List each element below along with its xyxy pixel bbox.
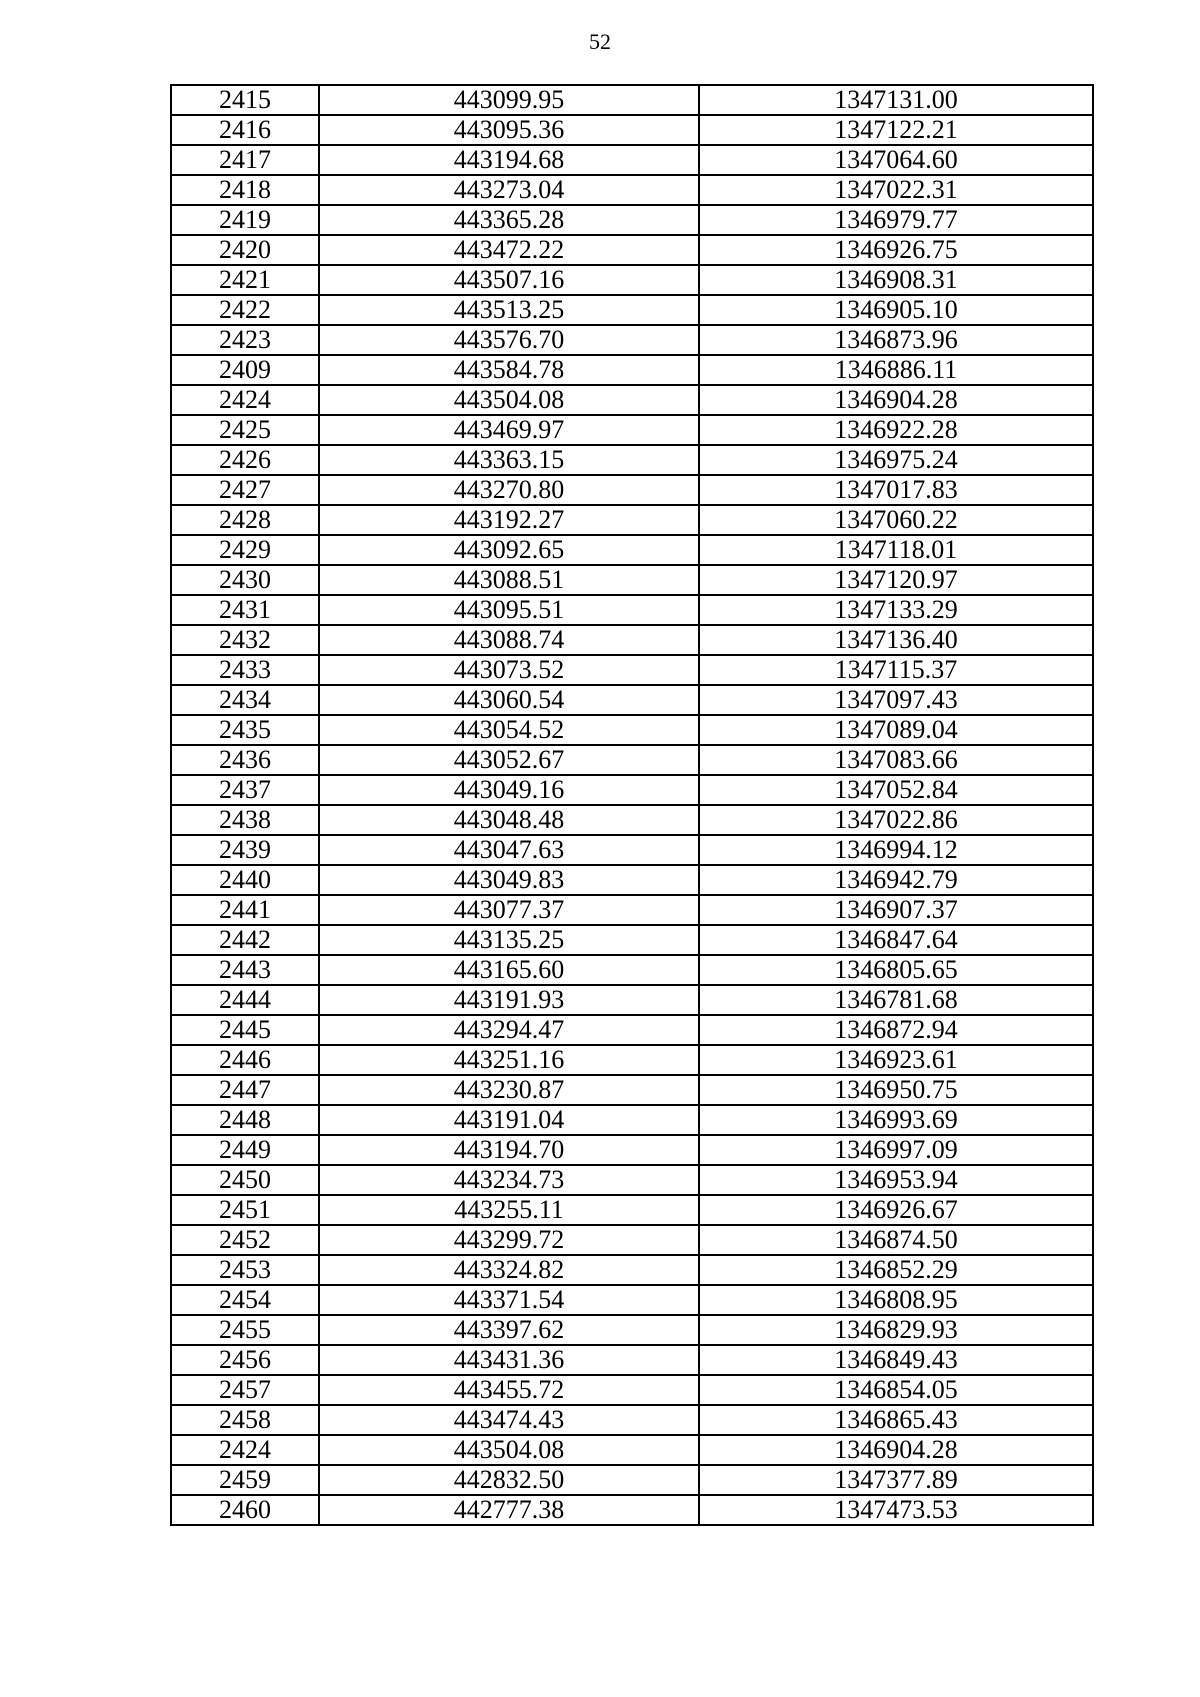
table-row: [171, 1405, 1093, 1435]
point-number-cell: 2438: [171, 805, 319, 835]
y-coordinate-cell: 1347133.29: [699, 595, 1093, 625]
x-coordinate-cell: 443060.54: [319, 685, 699, 715]
point-number-cell: 2450: [171, 1165, 319, 1195]
table-row: [171, 985, 1093, 1015]
y-coordinate-cell: 1347115.37: [699, 655, 1093, 685]
point-number-cell: 2460: [171, 1495, 319, 1525]
table-row: [171, 325, 1093, 355]
y-coordinate-cell: 1346904.28: [699, 1435, 1093, 1465]
y-coordinate-cell: 1347136.40: [699, 625, 1093, 655]
y-coordinate-cell: 1346994.12: [699, 835, 1093, 865]
page-number: 52: [589, 29, 611, 54]
y-coordinate-cell: 1346950.75: [699, 1075, 1093, 1105]
table-row: [171, 445, 1093, 475]
x-coordinate-cell: 443363.15: [319, 445, 699, 475]
point-number-cell: 2447: [171, 1075, 319, 1105]
coordinates-table-body: [171, 85, 1093, 1525]
point-number-cell: 2424: [171, 1435, 319, 1465]
point-number-cell: 2424: [171, 385, 319, 415]
x-coordinate-cell: 443165.60: [319, 955, 699, 985]
y-coordinate-cell: 1346865.43: [699, 1405, 1093, 1435]
point-number-cell: 2455: [171, 1315, 319, 1345]
point-number-cell: 2448: [171, 1105, 319, 1135]
x-coordinate-cell: 443431.36: [319, 1345, 699, 1375]
table-row: [171, 895, 1093, 925]
table-row: [171, 1225, 1093, 1255]
x-coordinate-cell: 443092.65: [319, 535, 699, 565]
x-coordinate-cell: 443088.51: [319, 565, 699, 595]
x-coordinate-cell: 443504.08: [319, 1435, 699, 1465]
table-row: [171, 1255, 1093, 1285]
x-coordinate-cell: 443455.72: [319, 1375, 699, 1405]
point-number-cell: 2422: [171, 295, 319, 325]
y-coordinate-cell: 1346904.28: [699, 385, 1093, 415]
x-coordinate-cell: 443324.82: [319, 1255, 699, 1285]
x-coordinate-cell: 443191.93: [319, 985, 699, 1015]
point-number-cell: 2418: [171, 175, 319, 205]
x-coordinate-cell: 443135.25: [319, 925, 699, 955]
y-coordinate-cell: 1346873.96: [699, 325, 1093, 355]
x-coordinate-cell: 443472.22: [319, 235, 699, 265]
y-coordinate-cell: 1346847.64: [699, 925, 1093, 955]
x-coordinate-cell: 443192.27: [319, 505, 699, 535]
table-row: [171, 1375, 1093, 1405]
y-coordinate-cell: 1346926.67: [699, 1195, 1093, 1225]
point-number-cell: 2432: [171, 625, 319, 655]
y-coordinate-cell: 1347120.97: [699, 565, 1093, 595]
table-row: [171, 565, 1093, 595]
y-coordinate-cell: 1346979.77: [699, 205, 1093, 235]
point-number-cell: 2451: [171, 1195, 319, 1225]
x-coordinate-cell: 443095.36: [319, 115, 699, 145]
point-number-cell: 2409: [171, 355, 319, 385]
table-row: [171, 85, 1093, 115]
y-coordinate-cell: 1346942.79: [699, 865, 1093, 895]
x-coordinate-cell: 443194.68: [319, 145, 699, 175]
table-row: [171, 1285, 1093, 1315]
table-row: [171, 835, 1093, 865]
table-row: [171, 775, 1093, 805]
table-row: [171, 1465, 1093, 1495]
y-coordinate-cell: 1347060.22: [699, 505, 1093, 535]
point-number-cell: 2444: [171, 985, 319, 1015]
table-row: [171, 115, 1093, 145]
table-row: [171, 1315, 1093, 1345]
point-number-cell: 2429: [171, 535, 319, 565]
table-row: [171, 1165, 1093, 1195]
table-row: [171, 475, 1093, 505]
x-coordinate-cell: 443299.72: [319, 1225, 699, 1255]
x-coordinate-cell: 443469.97: [319, 415, 699, 445]
point-number-cell: 2415: [171, 85, 319, 115]
table-row: [171, 385, 1093, 415]
y-coordinate-cell: 1346926.75: [699, 235, 1093, 265]
table-row: [171, 265, 1093, 295]
y-coordinate-cell: 1346854.05: [699, 1375, 1093, 1405]
x-coordinate-cell: 443273.04: [319, 175, 699, 205]
point-number-cell: 2446: [171, 1045, 319, 1075]
table-row: [171, 355, 1093, 385]
x-coordinate-cell: 443270.80: [319, 475, 699, 505]
x-coordinate-cell: 443255.11: [319, 1195, 699, 1225]
point-number-cell: 2445: [171, 1015, 319, 1045]
y-coordinate-cell: 1346849.43: [699, 1345, 1093, 1375]
table-row: [171, 1045, 1093, 1075]
x-coordinate-cell: 443507.16: [319, 265, 699, 295]
point-number-cell: 2454: [171, 1285, 319, 1315]
y-coordinate-cell: 1346852.29: [699, 1255, 1093, 1285]
point-number-cell: 2436: [171, 745, 319, 775]
y-coordinate-cell: 1346905.10: [699, 295, 1093, 325]
x-coordinate-cell: 443504.08: [319, 385, 699, 415]
y-coordinate-cell: 1347473.53: [699, 1495, 1093, 1525]
point-number-cell: 2428: [171, 505, 319, 535]
x-coordinate-cell: 442832.50: [319, 1465, 699, 1495]
y-coordinate-cell: 1346993.69: [699, 1105, 1093, 1135]
table-row: [171, 865, 1093, 895]
y-coordinate-cell: 1347377.89: [699, 1465, 1093, 1495]
point-number-cell: 2434: [171, 685, 319, 715]
x-coordinate-cell: 443048.48: [319, 805, 699, 835]
x-coordinate-cell: 443294.47: [319, 1015, 699, 1045]
x-coordinate-cell: 443095.51: [319, 595, 699, 625]
x-coordinate-cell: 443049.16: [319, 775, 699, 805]
y-coordinate-cell: 1347097.43: [699, 685, 1093, 715]
y-coordinate-cell: 1346874.50: [699, 1225, 1093, 1255]
point-number-cell: 2427: [171, 475, 319, 505]
point-number-cell: 2430: [171, 565, 319, 595]
table-row: [171, 685, 1093, 715]
y-coordinate-cell: 1347118.01: [699, 535, 1093, 565]
point-number-cell: 2419: [171, 205, 319, 235]
point-number-cell: 2417: [171, 145, 319, 175]
x-coordinate-cell: 443234.73: [319, 1165, 699, 1195]
x-coordinate-cell: 443365.28: [319, 205, 699, 235]
y-coordinate-cell: 1346975.24: [699, 445, 1093, 475]
y-coordinate-cell: 1346829.93: [699, 1315, 1093, 1345]
x-coordinate-cell: 443397.62: [319, 1315, 699, 1345]
table-row: [171, 145, 1093, 175]
table-row: [171, 1495, 1093, 1525]
x-coordinate-cell: 443474.43: [319, 1405, 699, 1435]
table-row: [171, 1105, 1093, 1135]
table-row: [171, 175, 1093, 205]
point-number-cell: 2459: [171, 1465, 319, 1495]
x-coordinate-cell: 443513.25: [319, 295, 699, 325]
point-number-cell: 2452: [171, 1225, 319, 1255]
x-coordinate-cell: 443099.95: [319, 85, 699, 115]
point-number-cell: 2443: [171, 955, 319, 985]
point-number-cell: 2439: [171, 835, 319, 865]
y-coordinate-cell: 1347064.60: [699, 145, 1093, 175]
table-row: [171, 415, 1093, 445]
point-number-cell: 2449: [171, 1135, 319, 1165]
point-number-cell: 2421: [171, 265, 319, 295]
y-coordinate-cell: 1347022.86: [699, 805, 1093, 835]
x-coordinate-cell: 443371.54: [319, 1285, 699, 1315]
x-coordinate-cell: 442777.38: [319, 1495, 699, 1525]
x-coordinate-cell: 443054.52: [319, 715, 699, 745]
table-row: [171, 235, 1093, 265]
table-row: [171, 1195, 1093, 1225]
point-number-cell: 2456: [171, 1345, 319, 1375]
y-coordinate-cell: 1347017.83: [699, 475, 1093, 505]
x-coordinate-cell: 443077.37: [319, 895, 699, 925]
table-row: [171, 625, 1093, 655]
y-coordinate-cell: 1346808.95: [699, 1285, 1093, 1315]
x-coordinate-cell: 443052.67: [319, 745, 699, 775]
y-coordinate-cell: 1347052.84: [699, 775, 1093, 805]
table-row: [171, 205, 1093, 235]
x-coordinate-cell: 443088.74: [319, 625, 699, 655]
y-coordinate-cell: 1346923.61: [699, 1045, 1093, 1075]
y-coordinate-cell: 1346907.37: [699, 895, 1093, 925]
y-coordinate-cell: 1346872.94: [699, 1015, 1093, 1045]
table-row: [171, 295, 1093, 325]
table-row: [171, 1135, 1093, 1165]
x-coordinate-cell: 443576.70: [319, 325, 699, 355]
y-coordinate-cell: 1346953.94: [699, 1165, 1093, 1195]
point-number-cell: 2431: [171, 595, 319, 625]
table-row: [171, 805, 1093, 835]
y-coordinate-cell: 1346805.65: [699, 955, 1093, 985]
point-number-cell: 2441: [171, 895, 319, 925]
point-number-cell: 2426: [171, 445, 319, 475]
table-row: [171, 1075, 1093, 1105]
point-number-cell: 2453: [171, 1255, 319, 1285]
point-number-cell: 2440: [171, 865, 319, 895]
x-coordinate-cell: 443251.16: [319, 1045, 699, 1075]
point-number-cell: 2420: [171, 235, 319, 265]
point-number-cell: 2435: [171, 715, 319, 745]
x-coordinate-cell: 443191.04: [319, 1105, 699, 1135]
table-row: [171, 1345, 1093, 1375]
point-number-cell: 2423: [171, 325, 319, 355]
y-coordinate-cell: 1347022.31: [699, 175, 1093, 205]
x-coordinate-cell: 443584.78: [319, 355, 699, 385]
table-row: [171, 745, 1093, 775]
x-coordinate-cell: 443194.70: [319, 1135, 699, 1165]
y-coordinate-cell: 1347089.04: [699, 715, 1093, 745]
x-coordinate-cell: 443047.63: [319, 835, 699, 865]
table-row: [171, 505, 1093, 535]
table-row: [171, 1435, 1093, 1465]
table-row: [171, 1015, 1093, 1045]
point-number-cell: 2433: [171, 655, 319, 685]
point-number-cell: 2457: [171, 1375, 319, 1405]
point-number-cell: 2458: [171, 1405, 319, 1435]
table-row: [171, 535, 1093, 565]
point-number-cell: 2437: [171, 775, 319, 805]
coordinates-table: [170, 84, 1094, 1526]
table-row: [171, 925, 1093, 955]
y-coordinate-cell: 1346997.09: [699, 1135, 1093, 1165]
table-row: [171, 655, 1093, 685]
y-coordinate-cell: 1346781.68: [699, 985, 1093, 1015]
y-coordinate-cell: 1347122.21: [699, 115, 1093, 145]
y-coordinate-cell: 1347083.66: [699, 745, 1093, 775]
y-coordinate-cell: 1346886.11: [699, 355, 1093, 385]
table-row: [171, 955, 1093, 985]
table-row: [171, 595, 1093, 625]
point-number-cell: 2416: [171, 115, 319, 145]
y-coordinate-cell: 1347131.00: [699, 85, 1093, 115]
y-coordinate-cell: 1346922.28: [699, 415, 1093, 445]
x-coordinate-cell: 443049.83: [319, 865, 699, 895]
point-number-cell: 2442: [171, 925, 319, 955]
point-number-cell: 2425: [171, 415, 319, 445]
x-coordinate-cell: 443230.87: [319, 1075, 699, 1105]
table-row: [171, 715, 1093, 745]
x-coordinate-cell: 443073.52: [319, 655, 699, 685]
y-coordinate-cell: 1346908.31: [699, 265, 1093, 295]
